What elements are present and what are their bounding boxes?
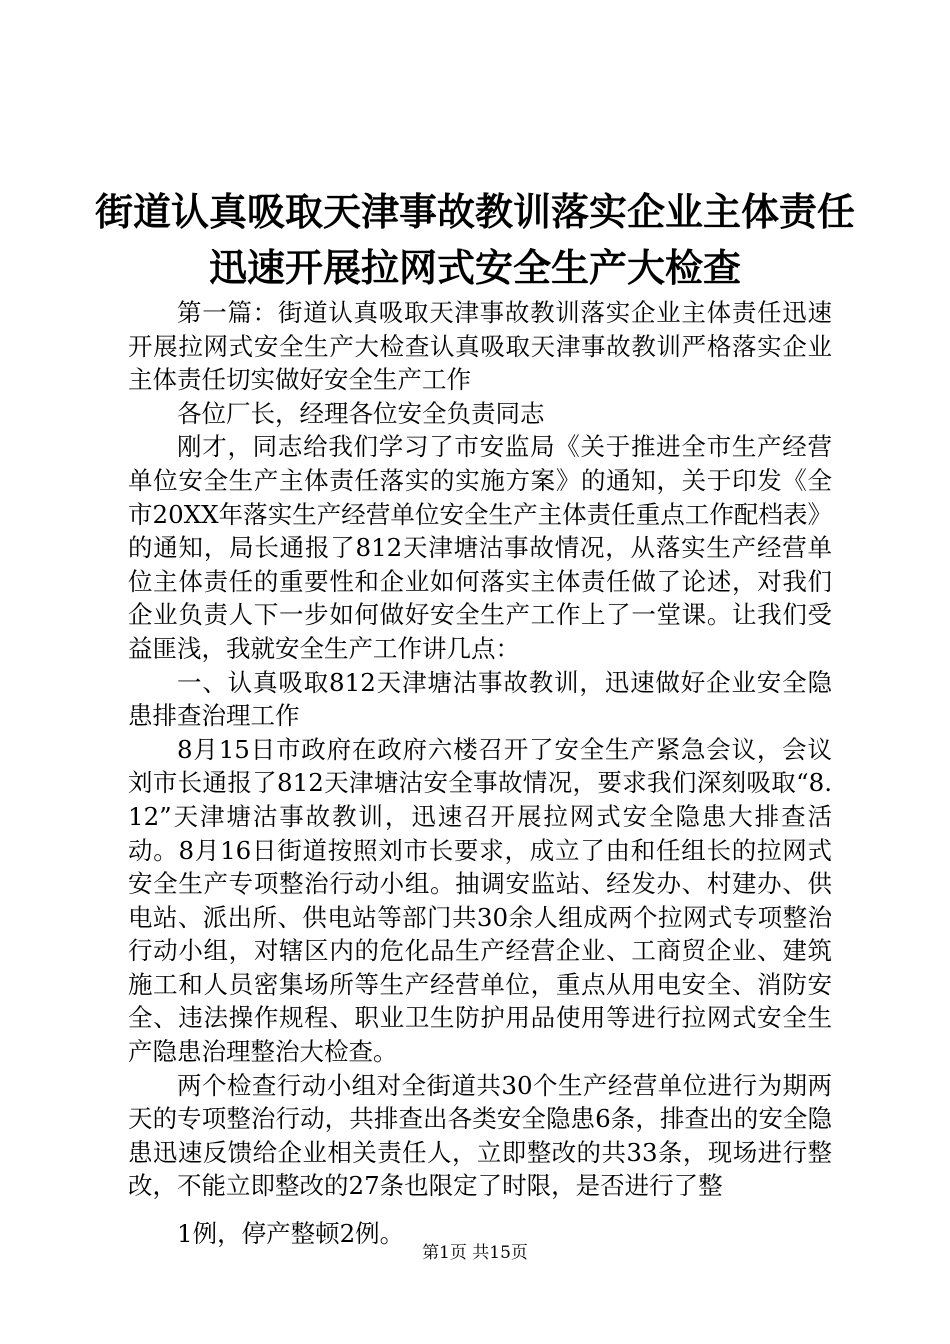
document-title-line-1: 街道认真吸取天津事故教训落实企业主体责任 — [94, 190, 855, 234]
paragraph: 刚才，同志给我们学习了市安监局《关于推进全市生产经营单位安全生产主体责任落实的实施方案》的通知，关于印发《全市20XX年落实生产经营单位安全生产主体责任重点工作配档表》的通知，局长通报了812天津塘沽事故情况，从落实生产经营单位主体责任的重要性和企业如何落实主体责任做了论述，对我们企业负责人下一步如何做好安全生产工作上了一堂课。让我们受益匪浅，我就安全生产工作讲几点： — [128, 432, 832, 663]
paragraph: 第一篇：街道认真吸取天津事故教训落实企业主体责任迅速开展拉网式安全生产大检查认真吸取天津事故教训严格落实企业主体责任切实做好安全生产工作 — [128, 298, 832, 395]
paragraph: 8月15日市政府在政府六楼召开了安全生产紧急会议，会议刘市长通报了812天津塘沽安全事故情况，要求我们深刻吸取“8.12”天津塘沽事故教训，迅速召开展拉网式安全隐患大排查活动。8月16日街道按照刘市长要求，成立了由和任组长的拉网式安全生产专项整治行动小组。抽调安监站、经发办、村建办、供电站、派出所、供电站等部门共30余人组成两个拉网式专项整治行动小组，对辖区内的危化品生产经营企业、工商贸企业、建筑施工和人员密集场所等生产经营单位，重点从用电安全、消防安全、违法操作规程、职业卫生防护用品使用等进行拉网式安全生产隐患治理整治大检查。 — [128, 734, 832, 1067]
paragraph: 两个检查行动小组对全街道共30个生产经营单位进行为期两天的专项整治行动，共排查出各类安全隐患6条，排查出的安全隐患迅速反馈给企业相关责任人，立即整改的共33条，现场进行整改，不能立即整改的27条也限定了时限，是否进行了整 — [128, 1070, 832, 1201]
document-title-line-2: 迅速开展拉网式安全生产大检查 — [208, 246, 741, 290]
paragraph: 1例，停产整顿2例。 — [177, 1219, 405, 1249]
paragraph: 一、认真吸取812天津塘沽事故教训，迅速做好企业安全隐患排查治理工作 — [128, 667, 832, 731]
document-body — [128, 296, 832, 1251]
paragraph: 各位厂长，经理各位安全负责同志 — [177, 398, 545, 428]
page-footer: 第1页 共15页 — [422, 1243, 528, 1263]
